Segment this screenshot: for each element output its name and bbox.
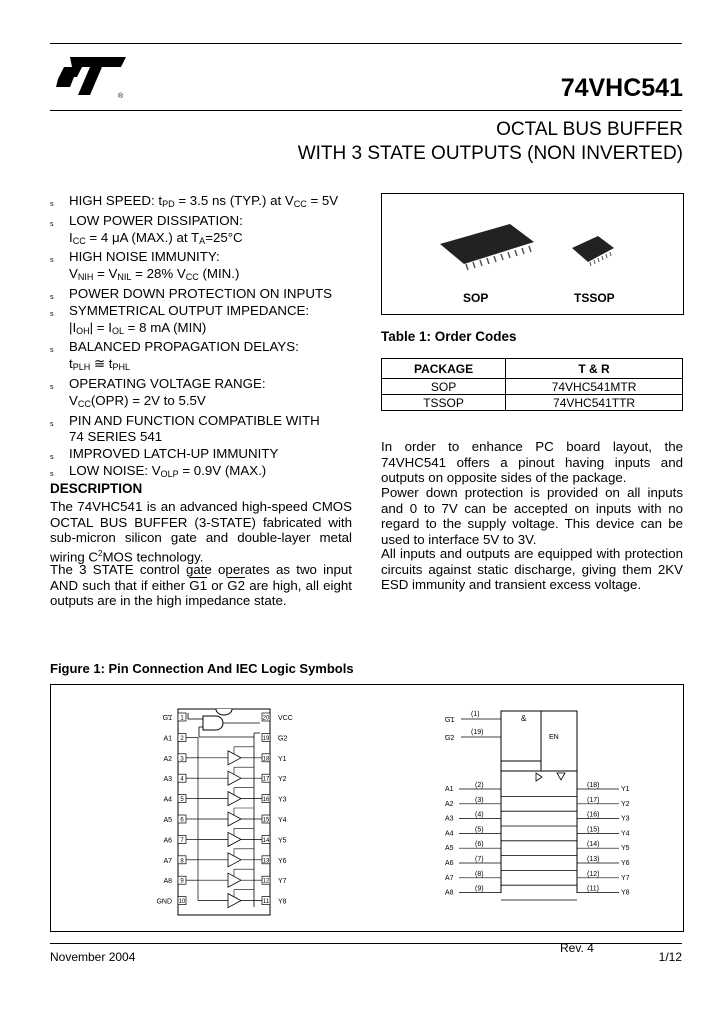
- iec-input-num: (9): [475, 885, 484, 893]
- iec-output-num: (17): [587, 796, 600, 804]
- iec-input-label: A2: [445, 800, 454, 808]
- iec-output-label: Y5: [621, 845, 630, 853]
- pin-label: A3: [163, 776, 172, 784]
- feature-item: s POWER DOWN PROTECTION ON INPUTS: [50, 285, 332, 301]
- description-right-2: Power down protection is provided on all inputs and 0 to 7V can be accepted on inputs with no regard to the supply voltage. This device can be used to interface 5V to 3V.: [381, 485, 683, 547]
- svg-text:®: ®: [118, 93, 124, 100]
- buffer-symbol: [228, 812, 241, 826]
- pin-number: 15: [262, 817, 270, 824]
- figure-caption: Figure 1: Pin Connection And IEC Logic Symbols: [50, 661, 354, 676]
- table-header: PACKAGE: [382, 359, 506, 379]
- subtitle-line-2: WITH 3 STATE OUTPUTS (NON INVERTED): [297, 143, 683, 164]
- pin-label: G2: [278, 735, 288, 743]
- pin-number: 11: [262, 899, 270, 906]
- iec-input-label: A4: [445, 830, 454, 838]
- pin-number: 20: [262, 715, 270, 722]
- pin-label: Y2: [278, 776, 287, 784]
- iec-input-num: (5): [475, 826, 484, 834]
- feature-item: s HIGH SPEED: $t_{PD} = 3.5$ ns (TYP.) at $V_{CC} = 5V$: [50, 193, 339, 209]
- sop-package-image: [432, 214, 542, 274]
- table-row: SOP 74VHC541MTR: [382, 379, 683, 395]
- pin-label: A4: [163, 796, 172, 804]
- st-logo: [50, 53, 130, 101]
- buffer-symbol: [228, 792, 241, 806]
- pin-label: A2: [163, 755, 172, 763]
- iec-output-label: Y2: [621, 800, 630, 808]
- pin-number: 6: [180, 817, 184, 824]
- buffer-symbol: [228, 853, 241, 867]
- description-paragraph-2: The 3 STATE control gate operates as two input AND such that if either G1 or G2 are high, all eight outputs are in the high impedance state.: [50, 562, 352, 609]
- iec-output-label: Y8: [621, 889, 630, 897]
- pin-number: 16: [262, 797, 270, 804]
- iec-input-num: (3): [475, 796, 484, 804]
- pin-number: 5: [180, 797, 184, 804]
- iec-output-label: Y7: [621, 874, 630, 882]
- subtitle-line-1: OCTAL BUS BUFFER: [496, 119, 683, 140]
- feature-item: s LOW POWER DISSIPATION:: [50, 212, 243, 228]
- iec-input-num: (7): [475, 856, 484, 863]
- footer-date: November 2004: [50, 950, 136, 964]
- pin-number: 7: [180, 837, 184, 844]
- iec-input-num: (8): [475, 870, 484, 878]
- pin-label: Y5: [278, 837, 287, 845]
- pin-number: 17: [262, 776, 270, 783]
- buffer-symbol: [228, 771, 241, 785]
- sop-label: SOP: [463, 291, 489, 305]
- pin-number: 9: [180, 878, 184, 885]
- iec-ctrl-num: (1): [471, 711, 480, 718]
- pin-label: Y1: [278, 755, 287, 763]
- pin-label: GND: [156, 898, 172, 906]
- iec-output-label: Y6: [621, 860, 630, 867]
- pin-label: Y3: [278, 796, 287, 804]
- iec-input-num: (2): [475, 782, 484, 789]
- pin-label: VCC: [278, 715, 293, 722]
- title-rule: [50, 110, 682, 111]
- figure-box: [50, 684, 684, 932]
- description-paragraph-1: The 74VHC541 is an advanced high-speed CMOS OCTAL BUS BUFFER (3-STATE) fabricated with sub-micron silicon gate and double-layer metal wiring $C^2MOS$ technology.: [50, 499, 352, 565]
- pin-number: 18: [262, 756, 270, 763]
- iec-input-label: A3: [445, 815, 454, 823]
- pin-number: 12: [262, 878, 270, 885]
- iec-output-num: (16): [587, 811, 600, 819]
- pin-label: A5: [163, 817, 172, 824]
- iec-input-label: A7: [445, 874, 454, 882]
- tssop-label: TSSOP: [574, 291, 615, 305]
- iec-input-label: A6: [445, 860, 454, 867]
- feature-item: s IMPROVED LATCH-UP IMMUNITY: [50, 446, 279, 462]
- pin-label: Y6: [278, 857, 287, 865]
- feature-item: s LOW NOISE: $V_{OLP} = 0.9V$ (MAX.): [50, 462, 267, 479]
- table-header: T & R: [506, 359, 683, 379]
- iec-output-num: (15): [587, 826, 600, 834]
- pin-label: A6: [163, 837, 172, 845]
- iec-and-label: &: [521, 714, 527, 723]
- feature-item: s OPERATING VOLTAGE RANGE:: [50, 375, 266, 391]
- page-title: 74VHC541: [560, 74, 683, 102]
- pin-label: A8: [163, 878, 172, 886]
- description-right-3: All inputs and outputs are equipped with protection circuits against static discharge, giving them 2KV ESD immunity and transient excess voltage.: [381, 546, 683, 593]
- iec-output-num: (11): [587, 885, 599, 893]
- iec-output-label: Y4: [621, 830, 630, 838]
- iec-output-num: (18): [587, 782, 600, 789]
- feature-item: s BALANCED PROPAGATION DELAYS:: [50, 339, 299, 355]
- pin-label: Y7: [278, 878, 287, 886]
- pin-number: 2: [180, 735, 184, 742]
- pin-number: 10: [178, 899, 186, 906]
- top-rule: [50, 43, 682, 44]
- order-table-caption: Table 1: Order Codes: [381, 329, 517, 344]
- feature-item: s PIN AND FUNCTION COMPATIBLE WITH: [50, 412, 320, 428]
- iec-output-num: (14): [587, 841, 600, 849]
- pin-number: 8: [180, 858, 184, 865]
- pin-number: 13: [262, 858, 270, 865]
- iec-input-num: (4): [475, 811, 484, 819]
- pin-connection-diagram: [136, 703, 361, 918]
- iec-input-label: A8: [445, 889, 454, 897]
- iec-ctrl-label: G1: [445, 717, 455, 724]
- pin-label: G1: [162, 715, 172, 722]
- pin-number: 14: [262, 837, 270, 844]
- iec-output-label: Y1: [621, 786, 630, 793]
- footer-revision: Rev. 4: [560, 941, 594, 955]
- footer-page: 1/12: [658, 950, 682, 964]
- iec-en-label: EN: [549, 734, 559, 741]
- pin-label: Y4: [278, 817, 287, 824]
- iec-output-num: (12): [587, 870, 600, 878]
- pin-label: A7: [163, 857, 172, 865]
- iec-input-num: (6): [475, 841, 484, 849]
- pin-label: Y8: [278, 898, 287, 906]
- package-images-box: [381, 193, 684, 315]
- iec-output-label: Y3: [621, 815, 630, 823]
- buffer-symbol: [228, 832, 241, 846]
- pin-number: 4: [180, 776, 184, 783]
- iec-input-label: A5: [445, 845, 454, 853]
- table-row: TSSOP 74VHC541TTR: [382, 395, 683, 411]
- pin-label: A1: [163, 735, 172, 743]
- iec-output-num: (13): [587, 856, 600, 863]
- order-codes-table: [381, 358, 683, 411]
- pin-number: 19: [262, 735, 270, 742]
- pin-number: 1: [180, 715, 184, 722]
- feature-item: s HIGH NOISE IMMUNITY:: [50, 249, 220, 265]
- feature-item: s SYMMETRICAL OUTPUT IMPEDANCE:: [50, 302, 310, 318]
- iec-logic-symbol: [441, 703, 641, 913]
- description-heading: DESCRIPTION: [50, 481, 143, 496]
- iec-input-label: A1: [445, 786, 454, 793]
- description-right-1: In order to enhance PC board layout, the 74VHC541 offers a pinout having inputs and outputs on opposite sides of the package.: [381, 439, 683, 486]
- iec-ctrl-label: G2: [445, 735, 455, 742]
- pin-number: 3: [180, 756, 184, 763]
- buffer-symbol: [228, 873, 241, 887]
- features-list: s HIGH SPEED: $t_{PD} = 3.5$ ns (TYP.) at $V_{CC} = 5V$ s LOW POWER DISSIPATION: $I_{CC} = 4$ μA (MAX.) at $T_A=25^\circ C$ s HIGH NOISE IMMUNITY: $V_{NIH} = V_{NIL} = 28\%$ $V_{CC}$ (MIN.) s POWER DOWN PROTECTION ON INPUTS s SYMMETRICAL OUTPUT IMPEDANCE: $|I_{OH}| = I_{OL} = 8$ mA (MIN) s BALANCED PROPAGATION DELAYS: $t_{PLH}$ ≅ $t_{PHL}$ s OPERATING VOLTAGE RANGE: $V_{CC}(OPR) = 2V$ to 5.5V s PIN AND FUNCTION COMPATIBLE WITH 74 SERIES 541 s IMPROVED LATCH-UP IMMUNITY s LOW NOISE: $V_{OLP} = 0.9V$ (MAX.): [50, 193, 380, 483]
- iec-ctrl-num: (19): [471, 729, 484, 736]
- buffer-symbol: [228, 751, 241, 765]
- buffer-symbol: [228, 894, 241, 908]
- tssop-package-image: [568, 232, 618, 272]
